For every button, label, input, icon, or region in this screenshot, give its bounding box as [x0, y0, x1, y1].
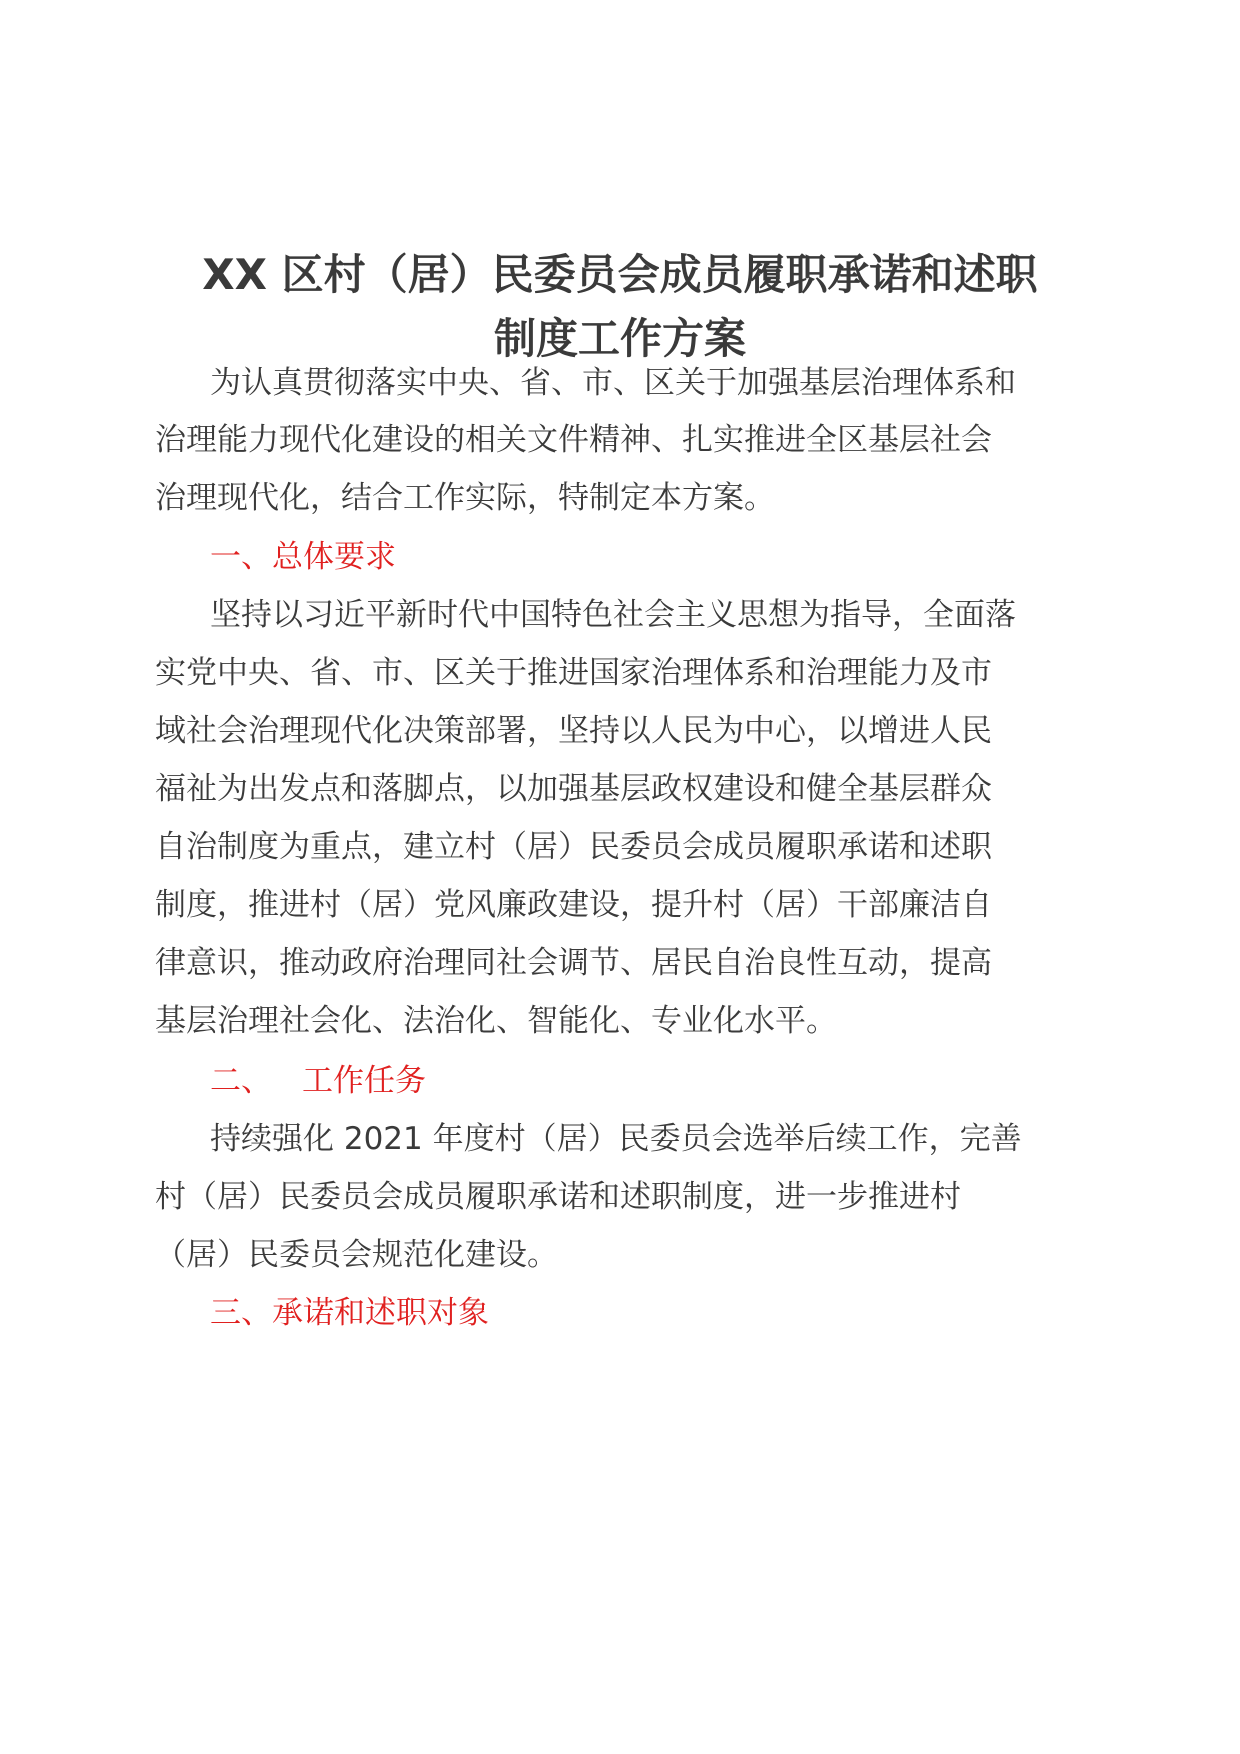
- section1-line: 福祉为出发点和落脚点，以加强基层政权建设和健全基层群众: [155, 771, 992, 807]
- intro-line: 治理现代化，结合工作实际，特制定本方案。: [155, 480, 775, 516]
- section1-line: 制度，推进村（居）党风廉政建设，提升村（居）干部廉洁自: [155, 887, 992, 923]
- section-heading-work-tasks: [210, 1063, 426, 1099]
- section1-line: 域社会治理现代化决策部署，坚持以人民为中心，以增进人民: [155, 713, 992, 749]
- section2-line: 持续强化 2021 年度村（居）民委员会选举后续工作，完善: [210, 1121, 1022, 1157]
- intro-line: 为认真贯彻落实中央、省、市、区关于加强基层治理体系和: [210, 365, 1016, 401]
- section2-line: （居）民委员会规范化建设。: [155, 1237, 558, 1273]
- section1-line: 自治制度为重点，建立村（居）民委员会成员履职承诺和述职: [155, 829, 992, 865]
- document-title-line-1: XX 区村（居）民委员会成员履职承诺和述职: [202, 250, 1038, 299]
- document-title-line-2: 制度工作方案: [493, 314, 746, 363]
- section-heading-commitment-targets: 三、承诺和述职对象: [210, 1295, 489, 1331]
- section1-line: 坚持以习近平新时代中国特色社会主义思想为指导，全面落: [210, 597, 1016, 633]
- section2-line: 村（居）民委员会成员履职承诺和述职制度，进一步推进村: [155, 1179, 961, 1215]
- section2-heading-number: 二、: [210, 1063, 272, 1099]
- section1-line: 基层治理社会化、法治化、智能化、专业化水平。: [155, 1003, 837, 1039]
- section2-heading-text: 工作任务: [302, 1063, 426, 1099]
- section1-line: 实党中央、省、市、区关于推进国家治理体系和治理能力及市: [155, 655, 992, 691]
- section1-line: 律意识，推动政府治理同社会调节、居民自治良性互动，提高: [155, 945, 992, 981]
- section-heading-general-requirements: 一、总体要求: [210, 539, 396, 575]
- intro-line: 治理能力现代化建设的相关文件精神、扎实推进全区基层社会: [155, 422, 992, 458]
